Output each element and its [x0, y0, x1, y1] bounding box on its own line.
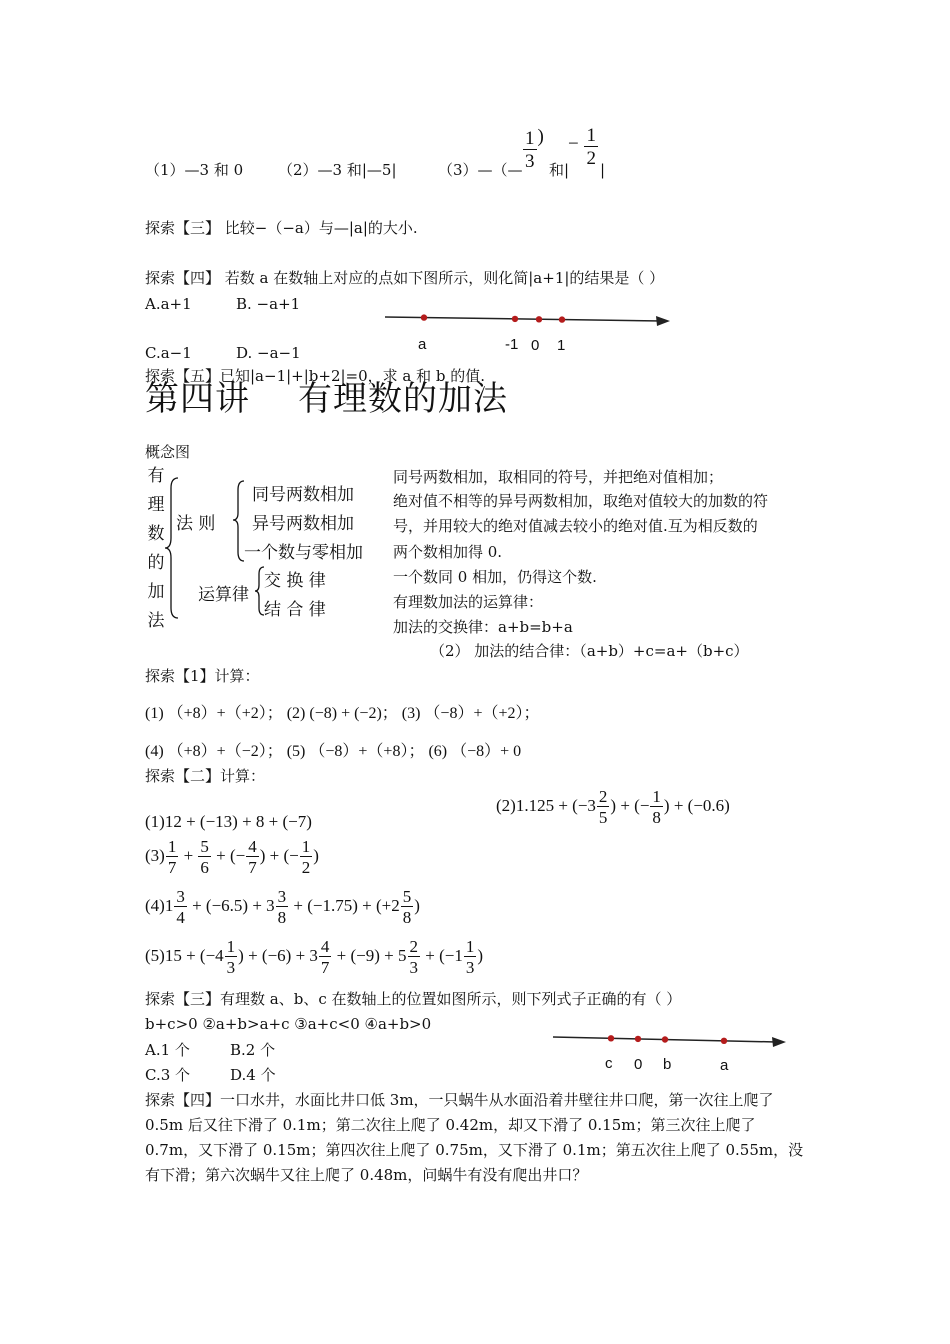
explore-3-question: 探索【三】 比较−（−a）与—|a|的大小. [145, 219, 418, 237]
note-line-7: 加法的交换律：a+b=b+a [393, 618, 573, 636]
compare-item-3-end: | [600, 161, 606, 179]
calc-2-title: 探索【二】计算： [145, 767, 266, 785]
rule-same-sign: 同号两数相加 [252, 485, 354, 505]
explore-3b-items: b+c>0 ②a+b>a+c ③a+c<0 ④a+b>0 [145, 1015, 432, 1033]
point-b [662, 1036, 668, 1042]
note-line-1: 同号两数相加，取相同的符号，并把绝对值相加； [393, 468, 724, 486]
note-line-6: 有理数加法的运算律： [393, 593, 544, 611]
note-line-3: 号，并用较大的绝对值减去较小的绝对值.互为相反数的 [393, 517, 758, 535]
point-a [421, 314, 427, 320]
axis2-label-zero: 0 [634, 1056, 643, 1073]
point-neg1 [512, 316, 518, 322]
concept-root: 有 理 数 的 加 法 [147, 466, 165, 631]
calc-2-expr-2: (2)1.125 + (−3 $\frac{2}{5}$ ) + (− $\frac{1}{8}$ ) + (−0.6) [496, 787, 730, 827]
point-one [559, 316, 565, 322]
calc-1-row-1: (1) （+8）+（+2）； (2) (−8) + (−2)； (3) （−8）+（+2）； [145, 705, 540, 722]
point-a-2 [721, 1038, 727, 1044]
number-line-2 [550, 1030, 800, 1056]
explore-5-question: 探索【五】已知|a−1|+|b+2|=0，求 a 和 b 的值. [145, 367, 486, 385]
compare-item-2: （2）—3 和|—5| [278, 161, 397, 179]
point-c [608, 1035, 614, 1041]
axis-label-zero: 0 [531, 337, 540, 354]
calc-2-expr-4: (4)1 $\frac{3}{4}$ + (−6.5) + 3 $\frac{3}{8}$ + (−1.75) + (+2 $\frac{5}{8}$ ) [145, 887, 420, 927]
calc-2-expr-5: (5)15 + (−4 $\frac{1}{3}$ ) + (−6) + 3 $\frac{4}{7}$ + (−9) + 5 $\frac{2}{3}$ + (−1 $\frac{1}{3}$ ) [145, 937, 484, 977]
axis-label-one: 1 [557, 337, 566, 354]
concept-map-title: 概念图 [145, 443, 191, 461]
explore-4-question: 探索【四】 若数 a 在数轴上对应的点如下图所示，则化简|a+1|的结果是（ ） [145, 269, 665, 287]
explore-3b-option-c: C.3 个 [145, 1066, 191, 1084]
note-line-5: 一个数同 0 相加，仍得这个数. [393, 568, 597, 586]
calc-1-row-2: (4) （+8）+（−2）； (5) （−8）+（+8）； (6) （−8）+ 0 [145, 743, 522, 760]
note-line-4: 两个数相加得 0. [393, 543, 503, 561]
point-zero-2 [635, 1036, 641, 1042]
option-b: B. −a+1 [236, 295, 301, 313]
option-d: D. −a−1 [236, 344, 301, 362]
calc-2-expr-1: (1)12 + (−13) + 8 + (−7) [145, 812, 312, 831]
explore-3b-option-d: D.4 个 [230, 1066, 276, 1084]
rule-diff-sign: 异号两数相加 [252, 514, 354, 534]
law-commutative: 交 换 律 [264, 571, 326, 591]
axis2-label-b: b [663, 1056, 672, 1073]
explore-3b-option-a: A.1 个 [145, 1041, 190, 1059]
axis-label-neg1: -1 [505, 336, 519, 353]
axis2-label-c: c [605, 1055, 613, 1072]
fraction-one-half: − $\frac{1}{2}$ [568, 125, 596, 169]
calc-2-expr-3: (3) $\frac{1}{7}$ + $\frac{5}{6}$ + (− $\frac{4}{7}$ ) + (− $\frac{1}{2}$ ) [145, 837, 319, 877]
point-zero [536, 316, 542, 322]
law-label: 运算律 [198, 585, 249, 605]
root-brace [164, 474, 184, 624]
lecture-heading: 第四讲 有理数的加法 [145, 379, 508, 419]
axis-label-a: a [418, 336, 427, 353]
note-line-8: （2） 加法的结合律：（a+b）+c=a+（b+c） [430, 642, 749, 660]
compare-item-3-prefix: （3）—（— [438, 161, 523, 179]
compare-item-3-and: 和| [549, 161, 570, 179]
note-line-2: 绝对值不相等的异号两数相加，取绝对值较大的加数的符 [393, 492, 769, 510]
compare-item-1: （1）—3 和 0 [145, 161, 244, 179]
fraction-one-third: $\frac{1}{3}$ ) [525, 126, 544, 172]
axis2-label-a: a [720, 1057, 729, 1074]
rule-add-zero: 一个数与零相加 [244, 543, 363, 563]
explore-3b-question: 探索【三】有理数 a、b、c 在数轴上的位置如图所示，则下列式子正确的有（ ） [145, 990, 682, 1008]
rule-label: 法 则 [176, 514, 216, 534]
option-c: C.a−1 [145, 344, 192, 362]
explore-3b-option-b: B.2 个 [230, 1041, 276, 1059]
explore-4b-problem: 探索【四】一口水井，水面比井口低 3m，一只蜗牛从水面沿着井壁往井口爬，第一次往上爬了 0.5m 后又往下滑了 0.1m；第二次往上爬了 0.42m，却又下滑了 0.15m；第三次往上爬了 0.7m，又下滑了 0.15m；第四次往上爬了 0.75m，又下滑了 0.1m；第五次往上爬了 0.55m，没有下滑；第六次蜗牛又往上爬了 0.48m，问蜗牛有没有爬出井口？ [145, 1091, 804, 1184]
law-associative: 结 合 律 [264, 600, 326, 620]
calc-1-title: 探索【1】计算： [145, 667, 260, 685]
option-a: A.a+1 [145, 295, 192, 313]
